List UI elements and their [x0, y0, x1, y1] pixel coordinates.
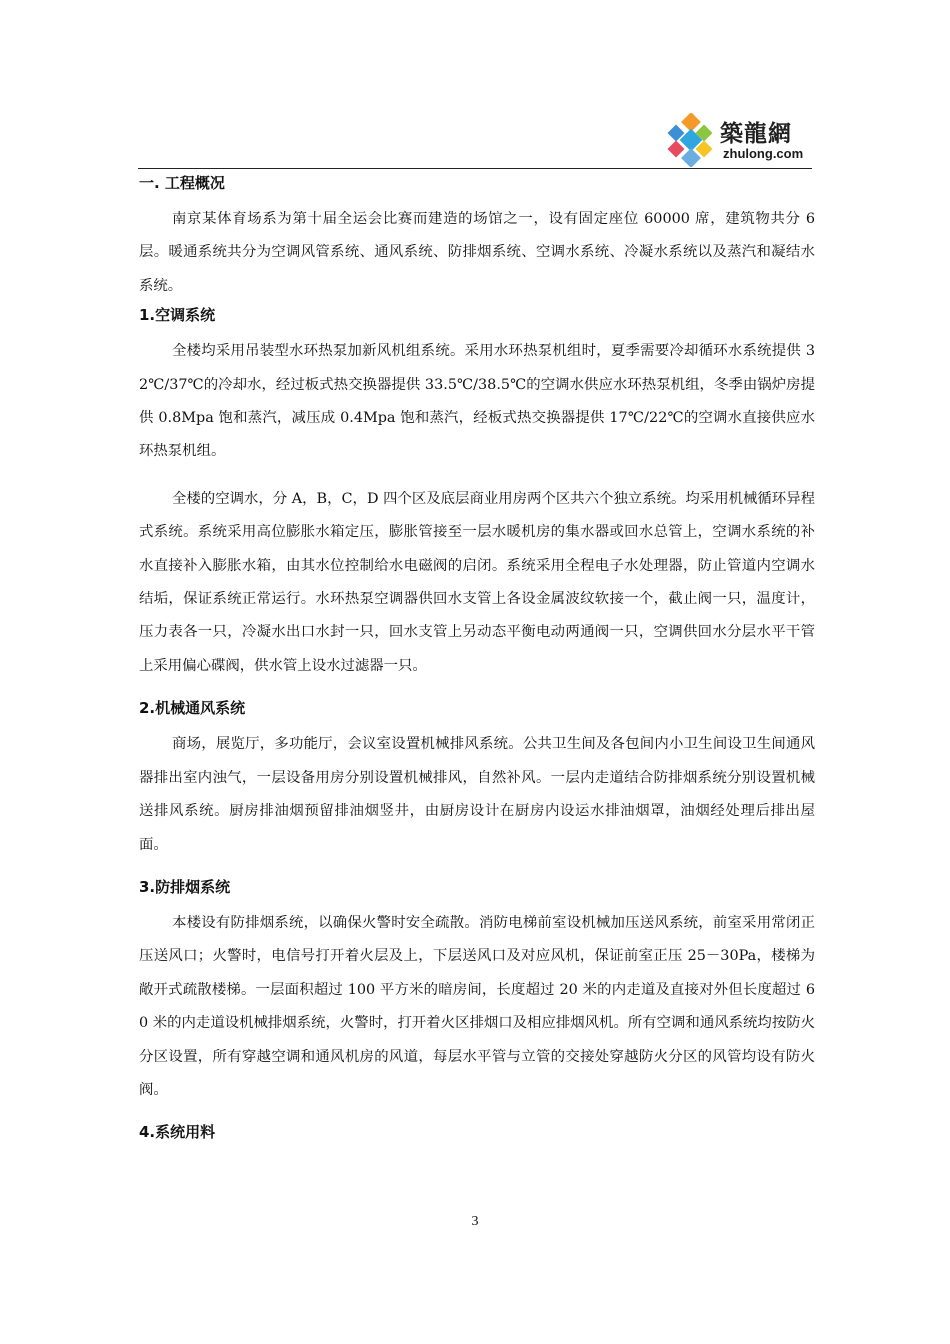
header-divider: [138, 168, 812, 169]
paragraph: 南京某体育场系为第十届全运会比赛而建造的场馆之一，设有固定座位 60000 席，建筑物共分 6 层。暖通系统共分为空调风管系统、通风系统、防排烟系统、空调水系统、冷凝水系统以及蒸汽和凝结水系统。: [139, 211, 815, 294]
logo-english-text: zhulong.com: [723, 146, 804, 161]
section-materials: [139, 1121, 815, 1143]
section-heading: 2.机械通风系统: [139, 699, 246, 718]
zhulong-logo: [664, 113, 814, 169]
section-heading: 1.空调系统: [139, 306, 216, 325]
paragraph: 本楼设有防排烟系统，以确保火警时安全疏散。消防电梯前室设机械加压送风系统，前室采用常闭正压送风口；火警时，电信号打开着火层及上，下层送风口及对应风机，保证前室正压 25－30Pa，楼梯为敞开式疏散楼梯。一层面积超过 100 平方米的暗房间，长度超过 20 米的内走道及直接对外但长度超过 60 米的内走道设机械排烟系统，火警时，打开着火区排烟口及相应排烟风机。所有空调和通风系统均按防火分区设置，所有穿越空调和通风机房的风道，每层水平管与立管的交接处穿越防火分区的风管均设有防火阀。: [139, 914, 815, 1098]
paragraph: 商场，展览厅，多功能厅，会议室设置机械排风系统。公共卫生间及各包间内小卫生间设卫生间通风器排出室内浊气，一层设备用房分别设置机械排风，自然补风。一层内走道结合防排烟系统分别设置机械送排风系统。厨房排油烟预留排油烟竖井，由厨房设计在厨房内设运水排油烟罩，油烟经处理后排出屋面。: [139, 736, 815, 853]
paragraph: 全楼的空调水，分 A，B，C，D 四个区及底层商业用房两个区共六个独立系统。均采用机械循环异程式系统。系统采用高位膨胀水箱定压，膨胀管接至一层水暖机房的集水器或回水总管上，空调水系统的补水直接补入膨胀水箱，由其水位控制给水电磁阀的启闭。系统采用全程电子水处理器，防止管道内空调水结垢，保证系统正常运行。水环热泵空调器供回水支管上各设金属波纹软接一个，截止阀一只，温度计，压力表各一只，冷凝水出口水封一只，回水支管上另动态平衡电动两通阀一只，空调供回水分层水平干管上采用偏心碟阀，供水管上设水过滤器一只。: [139, 490, 815, 674]
section-mechanical-ventilation: [139, 697, 815, 862]
section-heading: 一. 工程概况: [139, 174, 225, 192]
page-number: 3: [471, 1214, 479, 1229]
paragraph: 全楼均采用吊装型水环热泵加新风机组系统。采用水环热泵机组时，夏季需要冷却循环水系统提供 32℃/37℃的冷却水，经过板式热交换器提供 33.5℃/38.5℃的空调水供应水环热泵机组，冬季由锅炉房提供 0.8Mpa 饱和蒸汽，减压成 0.4Mpa 饱和蒸汽，经板式热交换器提供 17℃/22℃的空调水直接供应水环热泵机组。: [139, 343, 815, 460]
section-air-conditioning: [139, 304, 815, 683]
document-body: [139, 172, 815, 1152]
section-overview: [139, 172, 815, 303]
logo-chinese-text: 築龍網: [720, 121, 792, 147]
section-heading: 4.系统用料: [139, 1123, 216, 1142]
zhulong-cube-icon: [664, 113, 718, 167]
section-smoke-control: [139, 876, 815, 1107]
section-heading: 3.防排烟系统: [139, 877, 231, 896]
